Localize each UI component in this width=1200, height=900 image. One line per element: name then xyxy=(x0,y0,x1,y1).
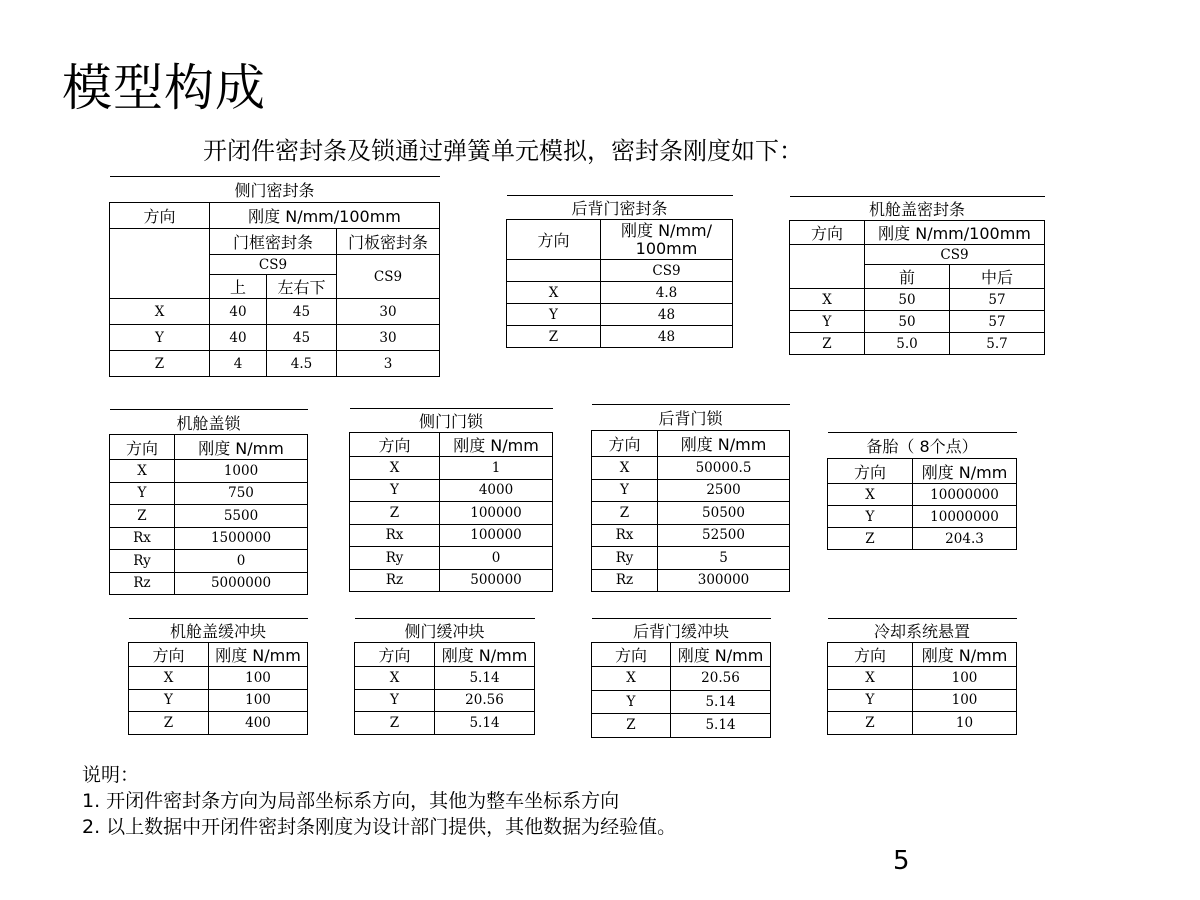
value-cell: 3 xyxy=(337,351,440,377)
value-cell: 100 xyxy=(209,689,308,712)
direction-cell: Ry xyxy=(110,550,175,573)
table-title: 后背门密封条 xyxy=(507,196,733,220)
direction-cell: Z xyxy=(592,714,671,738)
table-row xyxy=(592,690,771,714)
table-row xyxy=(592,457,790,480)
direction-cell: Y xyxy=(129,689,209,712)
value-cell: 5.7 xyxy=(950,333,1045,355)
table-row xyxy=(110,460,308,483)
direction-cell: Y xyxy=(828,506,913,528)
page-subtitle: 开闭件密封条及锁通过弹簧单元模拟，密封条刚度如下： xyxy=(203,137,803,165)
header-mid-rear: 中后 xyxy=(950,265,1045,289)
value-cell: 5.14 xyxy=(435,667,535,690)
table-row xyxy=(129,667,308,690)
cooling-mount-table xyxy=(827,618,1017,735)
table-row xyxy=(110,505,308,528)
direction-cell: Y xyxy=(790,311,865,333)
direction-cell: Rx xyxy=(110,527,175,550)
table-row xyxy=(790,311,1045,333)
hood-buffer-table xyxy=(128,618,308,735)
value-cell: 100 xyxy=(913,689,1017,712)
value-cell: 50 xyxy=(865,289,950,311)
value-cell: 500000 xyxy=(440,569,553,592)
header-frame-seal: 门框密封条 xyxy=(210,229,337,255)
direction-cell: X xyxy=(507,282,601,304)
empty-cell xyxy=(110,229,210,299)
direction-cell: X xyxy=(592,667,671,691)
table-row xyxy=(350,502,553,525)
table-row xyxy=(129,712,308,735)
value-cell: 5500 xyxy=(175,505,308,528)
header-cs9: CS9 xyxy=(210,255,337,275)
table-row xyxy=(790,289,1045,311)
header-upper: 上 xyxy=(210,275,267,299)
value-cell: 5.14 xyxy=(671,714,771,738)
direction-cell: Y xyxy=(355,689,435,712)
table-row xyxy=(110,527,308,550)
header-cs9: CS9 xyxy=(601,260,733,282)
direction-cell: Y xyxy=(592,479,658,502)
table-row xyxy=(110,351,440,377)
header-stiffness: 刚度 N/mm xyxy=(658,431,790,457)
header-direction: 方向 xyxy=(592,643,671,667)
table-row xyxy=(592,479,790,502)
empty-cell xyxy=(790,245,865,289)
direction-cell: X xyxy=(129,667,209,690)
table-row xyxy=(355,689,535,712)
table-title: 后背门缓冲块 xyxy=(592,619,771,643)
direction-cell: Z xyxy=(507,326,601,348)
table-row xyxy=(592,547,790,570)
value-cell: 0 xyxy=(175,550,308,573)
direction-cell: X xyxy=(355,667,435,690)
direction-cell: Y xyxy=(350,479,440,502)
direction-cell: Ry xyxy=(592,547,658,570)
side-door-seal-table xyxy=(109,176,440,377)
header-direction: 方向 xyxy=(828,459,913,484)
direction-cell: X xyxy=(110,460,175,483)
hood-lock-table xyxy=(109,409,308,595)
header-direction: 方向 xyxy=(110,203,210,229)
value-cell: 45 xyxy=(267,299,337,325)
value-cell: 20.56 xyxy=(671,667,771,691)
table-title: 机舱盖密封条 xyxy=(790,197,1045,221)
header-direction: 方向 xyxy=(129,643,209,667)
table-row xyxy=(110,482,308,505)
direction-cell: Z xyxy=(110,505,175,528)
direction-cell: Y xyxy=(110,482,175,505)
value-cell: 5.14 xyxy=(435,712,535,735)
header-left-right-lower: 左右下 xyxy=(267,275,337,299)
direction-cell: Y xyxy=(592,690,671,714)
header-front: 前 xyxy=(865,265,950,289)
side-door-lock-table xyxy=(349,408,553,592)
table-row xyxy=(355,667,535,690)
value-cell: 5.0 xyxy=(865,333,950,355)
table-title: 侧门密封条 xyxy=(110,177,440,203)
value-cell: 400 xyxy=(209,712,308,735)
value-cell: 10000000 xyxy=(913,506,1017,528)
direction-cell: Rz xyxy=(592,569,658,592)
direction-cell: Rz xyxy=(110,572,175,595)
table-row xyxy=(350,457,553,480)
value-cell: 48 xyxy=(601,326,733,348)
direction-cell: Y xyxy=(507,304,601,326)
header-stiffness: 刚度 N/mm xyxy=(440,433,553,457)
table-row xyxy=(592,524,790,547)
value-cell: 100000 xyxy=(440,524,553,547)
rear-door-buffer-table xyxy=(591,618,771,738)
header-stiffness: 刚度 N/mm/100mm xyxy=(210,203,440,229)
direction-cell: Z xyxy=(129,712,209,735)
table-row xyxy=(507,282,733,304)
page-title: 模型构成 xyxy=(62,59,266,117)
direction-cell: Z xyxy=(592,502,658,525)
direction-cell: Z xyxy=(355,712,435,735)
direction-cell: X xyxy=(828,667,913,690)
header-stiffness: 刚度 N/mm/ 100mm xyxy=(601,220,733,260)
value-cell: 100000 xyxy=(440,502,553,525)
direction-cell: X xyxy=(790,289,865,311)
table-row xyxy=(592,569,790,592)
rear-door-seal-table xyxy=(506,195,733,348)
table-row xyxy=(110,572,308,595)
direction-cell: Y xyxy=(110,325,210,351)
direction-cell: Z xyxy=(828,528,913,550)
direction-cell: Y xyxy=(828,689,913,712)
header-stiffness: 刚度 N/mm xyxy=(913,459,1017,484)
table-row xyxy=(129,689,308,712)
value-cell: 52500 xyxy=(658,524,790,547)
value-cell: 45 xyxy=(267,325,337,351)
value-cell: 4.5 xyxy=(267,351,337,377)
table-row xyxy=(507,326,733,348)
header-direction: 方向 xyxy=(790,221,865,245)
value-cell: 750 xyxy=(175,482,308,505)
table-title: 冷却系统悬置 xyxy=(828,619,1017,643)
value-cell: 10 xyxy=(913,712,1017,735)
value-cell: 100 xyxy=(913,667,1017,690)
direction-cell: X xyxy=(350,457,440,480)
table-row xyxy=(110,550,308,573)
value-cell: 50500 xyxy=(658,502,790,525)
table-title: 机舱盖锁 xyxy=(110,410,308,435)
table-row xyxy=(350,547,553,570)
value-cell: 50 xyxy=(865,311,950,333)
direction-cell: X xyxy=(828,484,913,506)
value-cell: 57 xyxy=(950,289,1045,311)
value-cell: 40 xyxy=(210,325,267,351)
direction-cell: Rz xyxy=(350,569,440,592)
value-cell: 2500 xyxy=(658,479,790,502)
table-row xyxy=(828,712,1017,735)
table-row xyxy=(507,304,733,326)
header-cs9: CS9 xyxy=(337,255,440,299)
table-row xyxy=(828,667,1017,690)
value-cell: 300000 xyxy=(658,569,790,592)
header-direction: 方向 xyxy=(355,643,435,667)
direction-cell: Rx xyxy=(592,524,658,547)
value-cell: 57 xyxy=(950,311,1045,333)
notes-line-1: 1. 开闭件密封条方向为局部坐标系方向，其他为整车坐标系方向 xyxy=(82,790,620,812)
header-cs9: CS9 xyxy=(865,245,1045,265)
table-title: 侧门门锁 xyxy=(350,409,553,433)
table-row xyxy=(828,484,1017,506)
table-row xyxy=(110,325,440,351)
table-row xyxy=(592,714,771,738)
header-direction: 方向 xyxy=(110,435,175,460)
value-cell: 100 xyxy=(209,667,308,690)
value-cell: 48 xyxy=(601,304,733,326)
spare-tire-table xyxy=(827,432,1017,550)
value-cell: 0 xyxy=(440,547,553,570)
table-row xyxy=(828,528,1017,550)
value-cell: 1000 xyxy=(175,460,308,483)
table-title: 备胎（ 8个点） xyxy=(828,433,1017,459)
direction-cell: Z xyxy=(828,712,913,735)
table-row xyxy=(110,299,440,325)
direction-cell: Rx xyxy=(350,524,440,547)
table-row xyxy=(350,569,553,592)
direction-cell: Z xyxy=(790,333,865,355)
value-cell: 1 xyxy=(440,457,553,480)
direction-cell: Ry xyxy=(350,547,440,570)
header-stiffness: 刚度 N/mm xyxy=(671,643,771,667)
value-cell: 4 xyxy=(210,351,267,377)
notes-line-2: 2. 以上数据中开闭件密封条刚度为设计部门提供，其他数据为经验值。 xyxy=(82,816,677,838)
header-stiffness: 刚度 N/mm/100mm xyxy=(865,221,1045,245)
direction-cell: X xyxy=(592,457,658,480)
header-stiffness: 刚度 N/mm xyxy=(913,643,1017,667)
table-title: 机舱盖缓冲块 xyxy=(129,619,308,643)
value-cell: 5.14 xyxy=(671,690,771,714)
value-cell: 1500000 xyxy=(175,527,308,550)
value-cell: 30 xyxy=(337,299,440,325)
header-panel-seal: 门板密封条 xyxy=(337,229,440,255)
direction-cell: Z xyxy=(110,351,210,377)
notes-heading: 说明： xyxy=(82,764,140,786)
value-cell: 5 xyxy=(658,547,790,570)
table-row xyxy=(790,333,1045,355)
value-cell: 20.56 xyxy=(435,689,535,712)
header-stiffness: 刚度 N/mm xyxy=(175,435,308,460)
side-door-buffer-table xyxy=(354,618,535,735)
table-row xyxy=(828,506,1017,528)
value-cell: 30 xyxy=(337,325,440,351)
table-title: 侧门缓冲块 xyxy=(355,619,535,643)
direction-cell: Z xyxy=(350,502,440,525)
hood-seal-table xyxy=(789,196,1045,355)
empty-cell xyxy=(507,260,601,282)
value-cell: 204.3 xyxy=(913,528,1017,550)
table-title: 后背门锁 xyxy=(592,405,790,431)
table-row xyxy=(592,667,771,691)
value-cell: 10000000 xyxy=(913,484,1017,506)
direction-cell: X xyxy=(110,299,210,325)
header-stiffness: 刚度 N/mm xyxy=(435,643,535,667)
header-direction: 方向 xyxy=(350,433,440,457)
table-row xyxy=(828,689,1017,712)
value-cell: 50000.5 xyxy=(658,457,790,480)
table-row xyxy=(592,502,790,525)
value-cell: 40 xyxy=(210,299,267,325)
value-cell: 4.8 xyxy=(601,282,733,304)
table-row xyxy=(350,479,553,502)
table-row xyxy=(355,712,535,735)
header-stiffness: 刚度 N/mm xyxy=(209,643,308,667)
page-number: 5 xyxy=(893,846,910,876)
value-cell: 4000 xyxy=(440,479,553,502)
header-direction: 方向 xyxy=(828,643,913,667)
notes xyxy=(82,762,676,840)
header-direction: 方向 xyxy=(592,431,658,457)
rear-door-lock-table xyxy=(591,404,790,592)
value-cell: 5000000 xyxy=(175,572,308,595)
table-row xyxy=(350,524,553,547)
header-direction: 方向 xyxy=(507,220,601,260)
